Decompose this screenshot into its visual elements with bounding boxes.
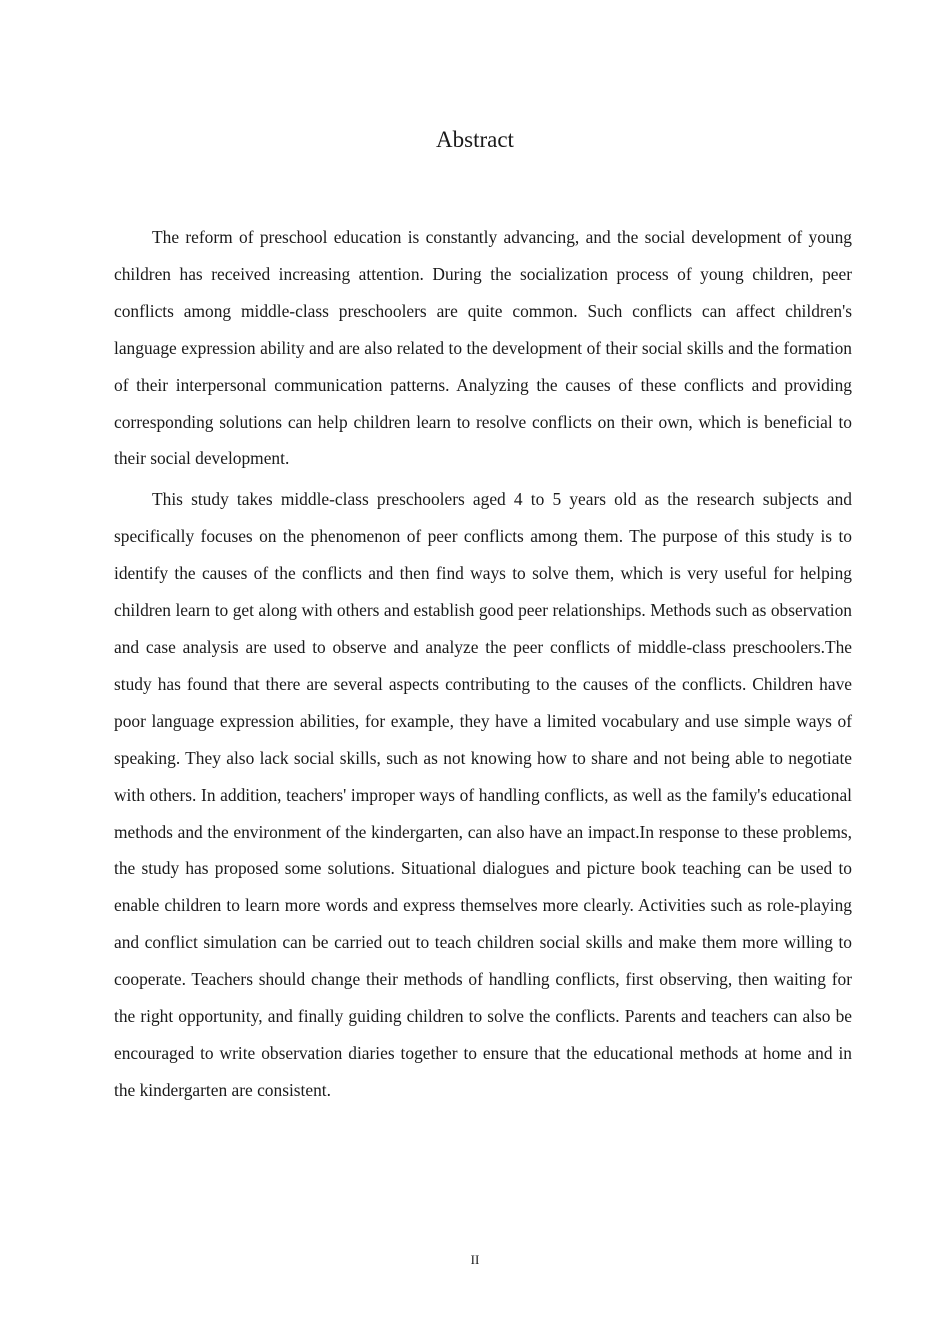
abstract-paragraph-2: This study takes middle-class preschoolers aged 4 to 5 years old as the research subjects and specifically focuses on the phenomenon of peer conflicts among them. The purpose of this study is to identify the causes of the conflicts and then find ways to solve them, which is very useful for helping children learn to get along with others and establish good peer relationships. Methods such as observation and case analysis are used to observe and analyze the peer conflicts of middle-class preschoolers.The study has found that there are several aspects contributing to the causes of the conflicts. Children have poor language expression abilities, for example, they have a limited vocabulary and use simple ways of speaking. They also lack social skills, such as not knowing how to share and not being able to negotiate with others. In addition, teachers' improper ways of handling conflicts, as well as the family's educational methods and the environment of the kindergarten, can also have an impact.In response to these problems, the study has proposed some solutions. Situational dialogues and picture book teaching can be used to enable children to learn more words and express themselves more clearly. Activities such as role-playing and conflict simulation can be carried out to teach children social skills and make them more willing to cooperate. Teachers should change their methods of handling conflicts, first observing, then waiting for the right opportunity, and finally guiding children to solve the conflicts. Parents and teachers can also be encouraged to write observation diaries together to ensure that the educational methods at home and in the kindergarten are consistent. [114, 489, 852, 1100]
abstract-paragraph-1: The reform of preschool education is constantly advancing, and the social development of young children has received increasing attention. During the socialization process of young children, peer conflicts among middle-class preschoolers are quite common. Such conflicts can affect children's language expression ability and are also related to the development of their social skills and the formation of their interpersonal communication patterns. Analyzing the causes of these conflicts and providing corresponding solutions can help children learn to resolve conflicts on their own, which is beneficial to their social development. [114, 227, 852, 469]
abstract-body [114, 219, 852, 1109]
page-number: II [470, 1252, 480, 1267]
page-title: Abstract [436, 127, 514, 152]
